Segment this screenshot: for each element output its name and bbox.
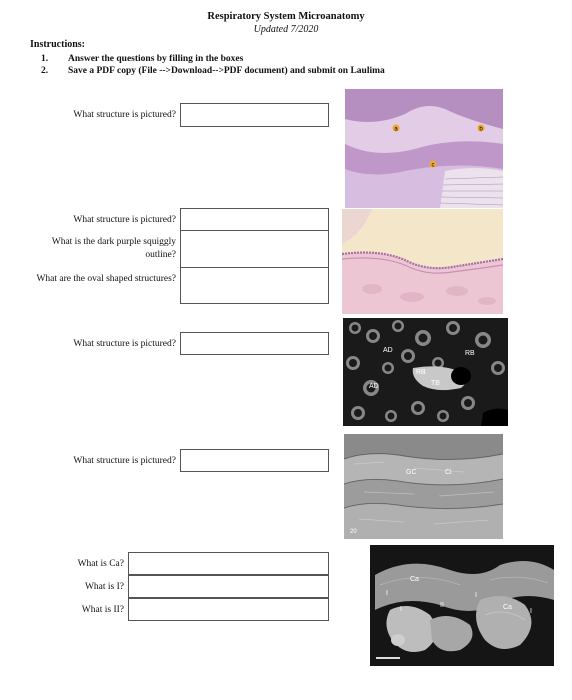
question-label: What is Ca?: [77, 559, 124, 569]
sem-respiratory-bronchiole: [343, 318, 508, 426]
image-label: TB: [431, 380, 440, 387]
question-label: What structure is pictured?: [73, 339, 176, 349]
image-label: I: [400, 606, 402, 613]
answer-box[interactable]: [180, 267, 329, 304]
question-label: What is II?: [81, 605, 124, 615]
question-label: What is I?: [84, 582, 124, 592]
image-label: RB: [416, 369, 426, 376]
answer-box[interactable]: [128, 552, 329, 575]
image-label: 20: [350, 529, 357, 535]
answer-box[interactable]: [128, 575, 329, 598]
image-label: Ci: [445, 469, 452, 476]
image-label: I: [386, 590, 388, 597]
page-title: Respiratory System Microanatomy: [207, 11, 365, 22]
sem-alveolar-capillaries: [370, 545, 554, 666]
image-label: I: [530, 608, 532, 615]
image-label: II: [440, 602, 444, 609]
sem-ciliated-epithelium: [344, 434, 503, 539]
image-label: Ca: [503, 604, 512, 611]
question-label: What is the dark purple squiggly outline?: [51, 237, 176, 260]
micrograph-trachea-section: [345, 89, 503, 208]
image-label: a: [394, 126, 398, 133]
answer-box[interactable]: [180, 208, 329, 231]
question-label: What are the oval shaped structures?: [36, 274, 176, 284]
answer-box[interactable]: [128, 598, 329, 621]
question-label: What structure is pictured?: [73, 215, 176, 225]
image-label: GC: [406, 469, 417, 476]
micrograph-bronchus-section: [342, 209, 503, 314]
step-text: Answer the questions by filling in the boxes: [68, 54, 244, 64]
question-label: What structure is pictured?: [73, 456, 176, 466]
image-label: c: [431, 162, 435, 169]
answer-box[interactable]: [180, 332, 329, 355]
question-label: What structure is pictured?: [73, 110, 176, 120]
instruction-step-2: [41, 66, 541, 78]
image-label: b: [479, 126, 483, 133]
step-text: Save a PDF copy (File -->Download-->PDF document) and submit on Laulima: [68, 66, 385, 76]
image-label: AD: [369, 383, 379, 390]
image-label: I: [475, 592, 477, 599]
step-number: 1.: [41, 54, 49, 64]
answer-box[interactable]: [180, 103, 329, 127]
image-label: Ca: [410, 576, 419, 583]
image-label: RB: [465, 350, 475, 357]
answer-box[interactable]: [180, 230, 329, 268]
image-label: AD: [383, 347, 393, 354]
instruction-step-1: [41, 54, 541, 66]
instructions-heading: Instructions:: [30, 39, 86, 50]
step-number: 2.: [41, 66, 49, 76]
answer-box[interactable]: [180, 449, 329, 472]
page-subtitle: Updated 7/2020: [253, 24, 319, 35]
